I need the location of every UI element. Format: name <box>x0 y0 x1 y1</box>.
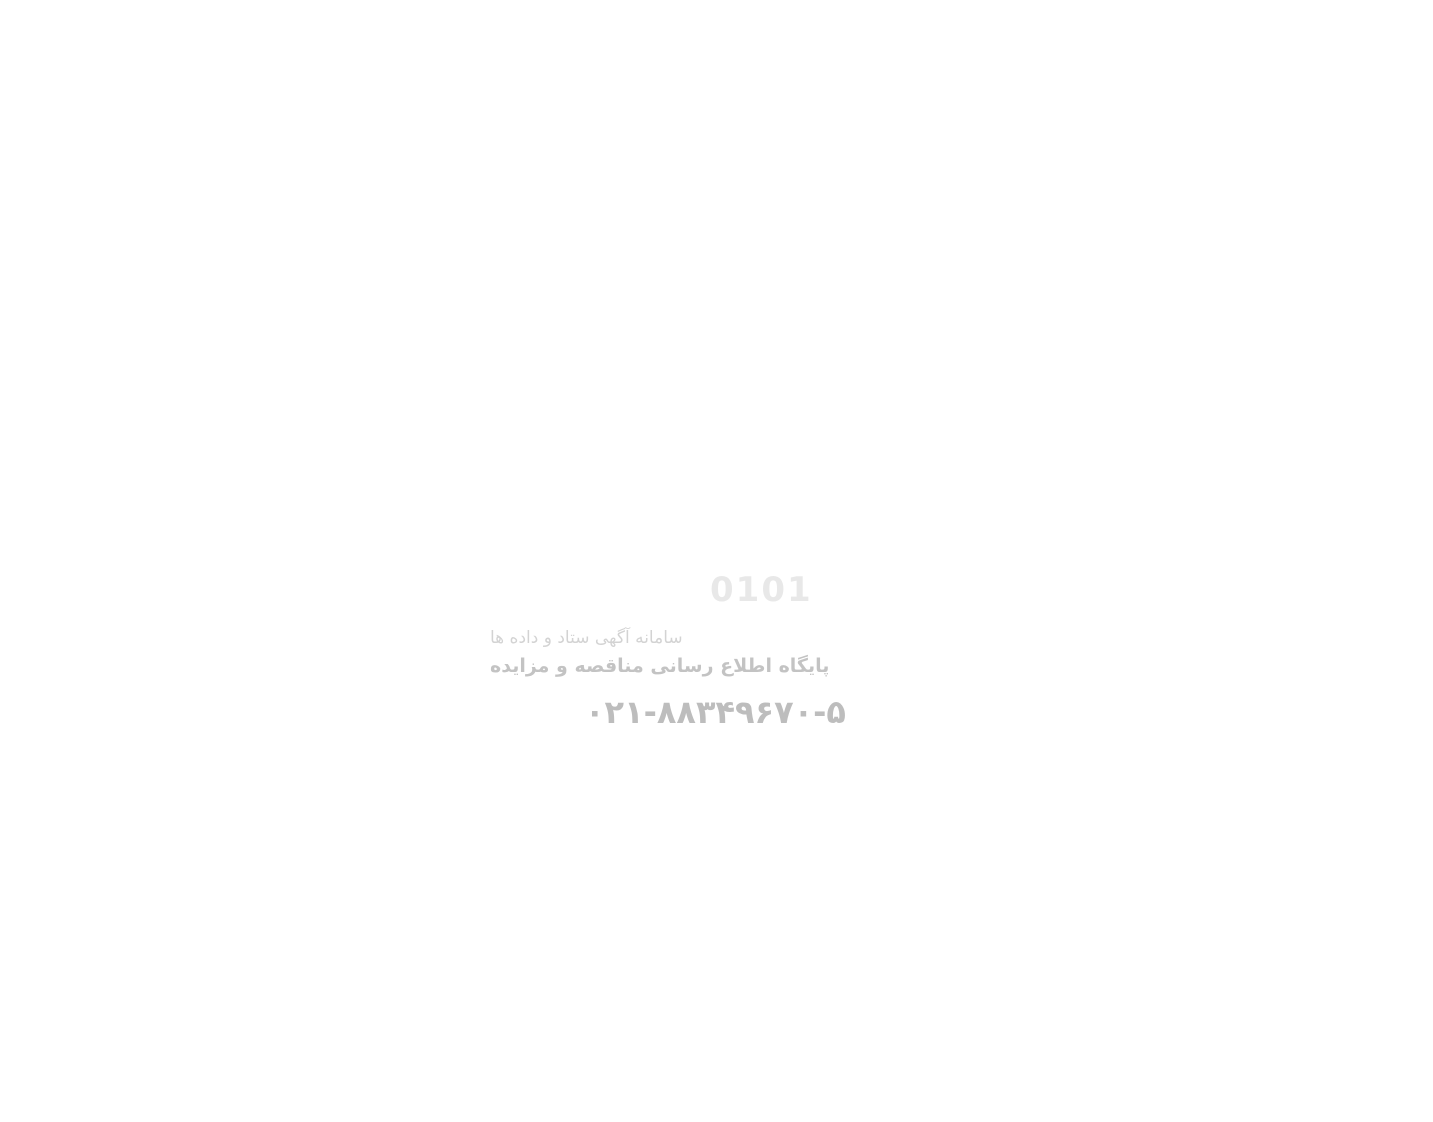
watermark-brand: 0101 <box>710 570 813 610</box>
watermark-line-1: سامانه آگهی ستاد و داده ها <box>490 628 683 648</box>
watermark-line-2: پایگاه اطلاع رسانی مناقصه و مزایده <box>490 655 830 677</box>
watermark-phone: ۰۲۱-۸۸۳۴۹۶۷۰-۵ <box>585 693 846 731</box>
